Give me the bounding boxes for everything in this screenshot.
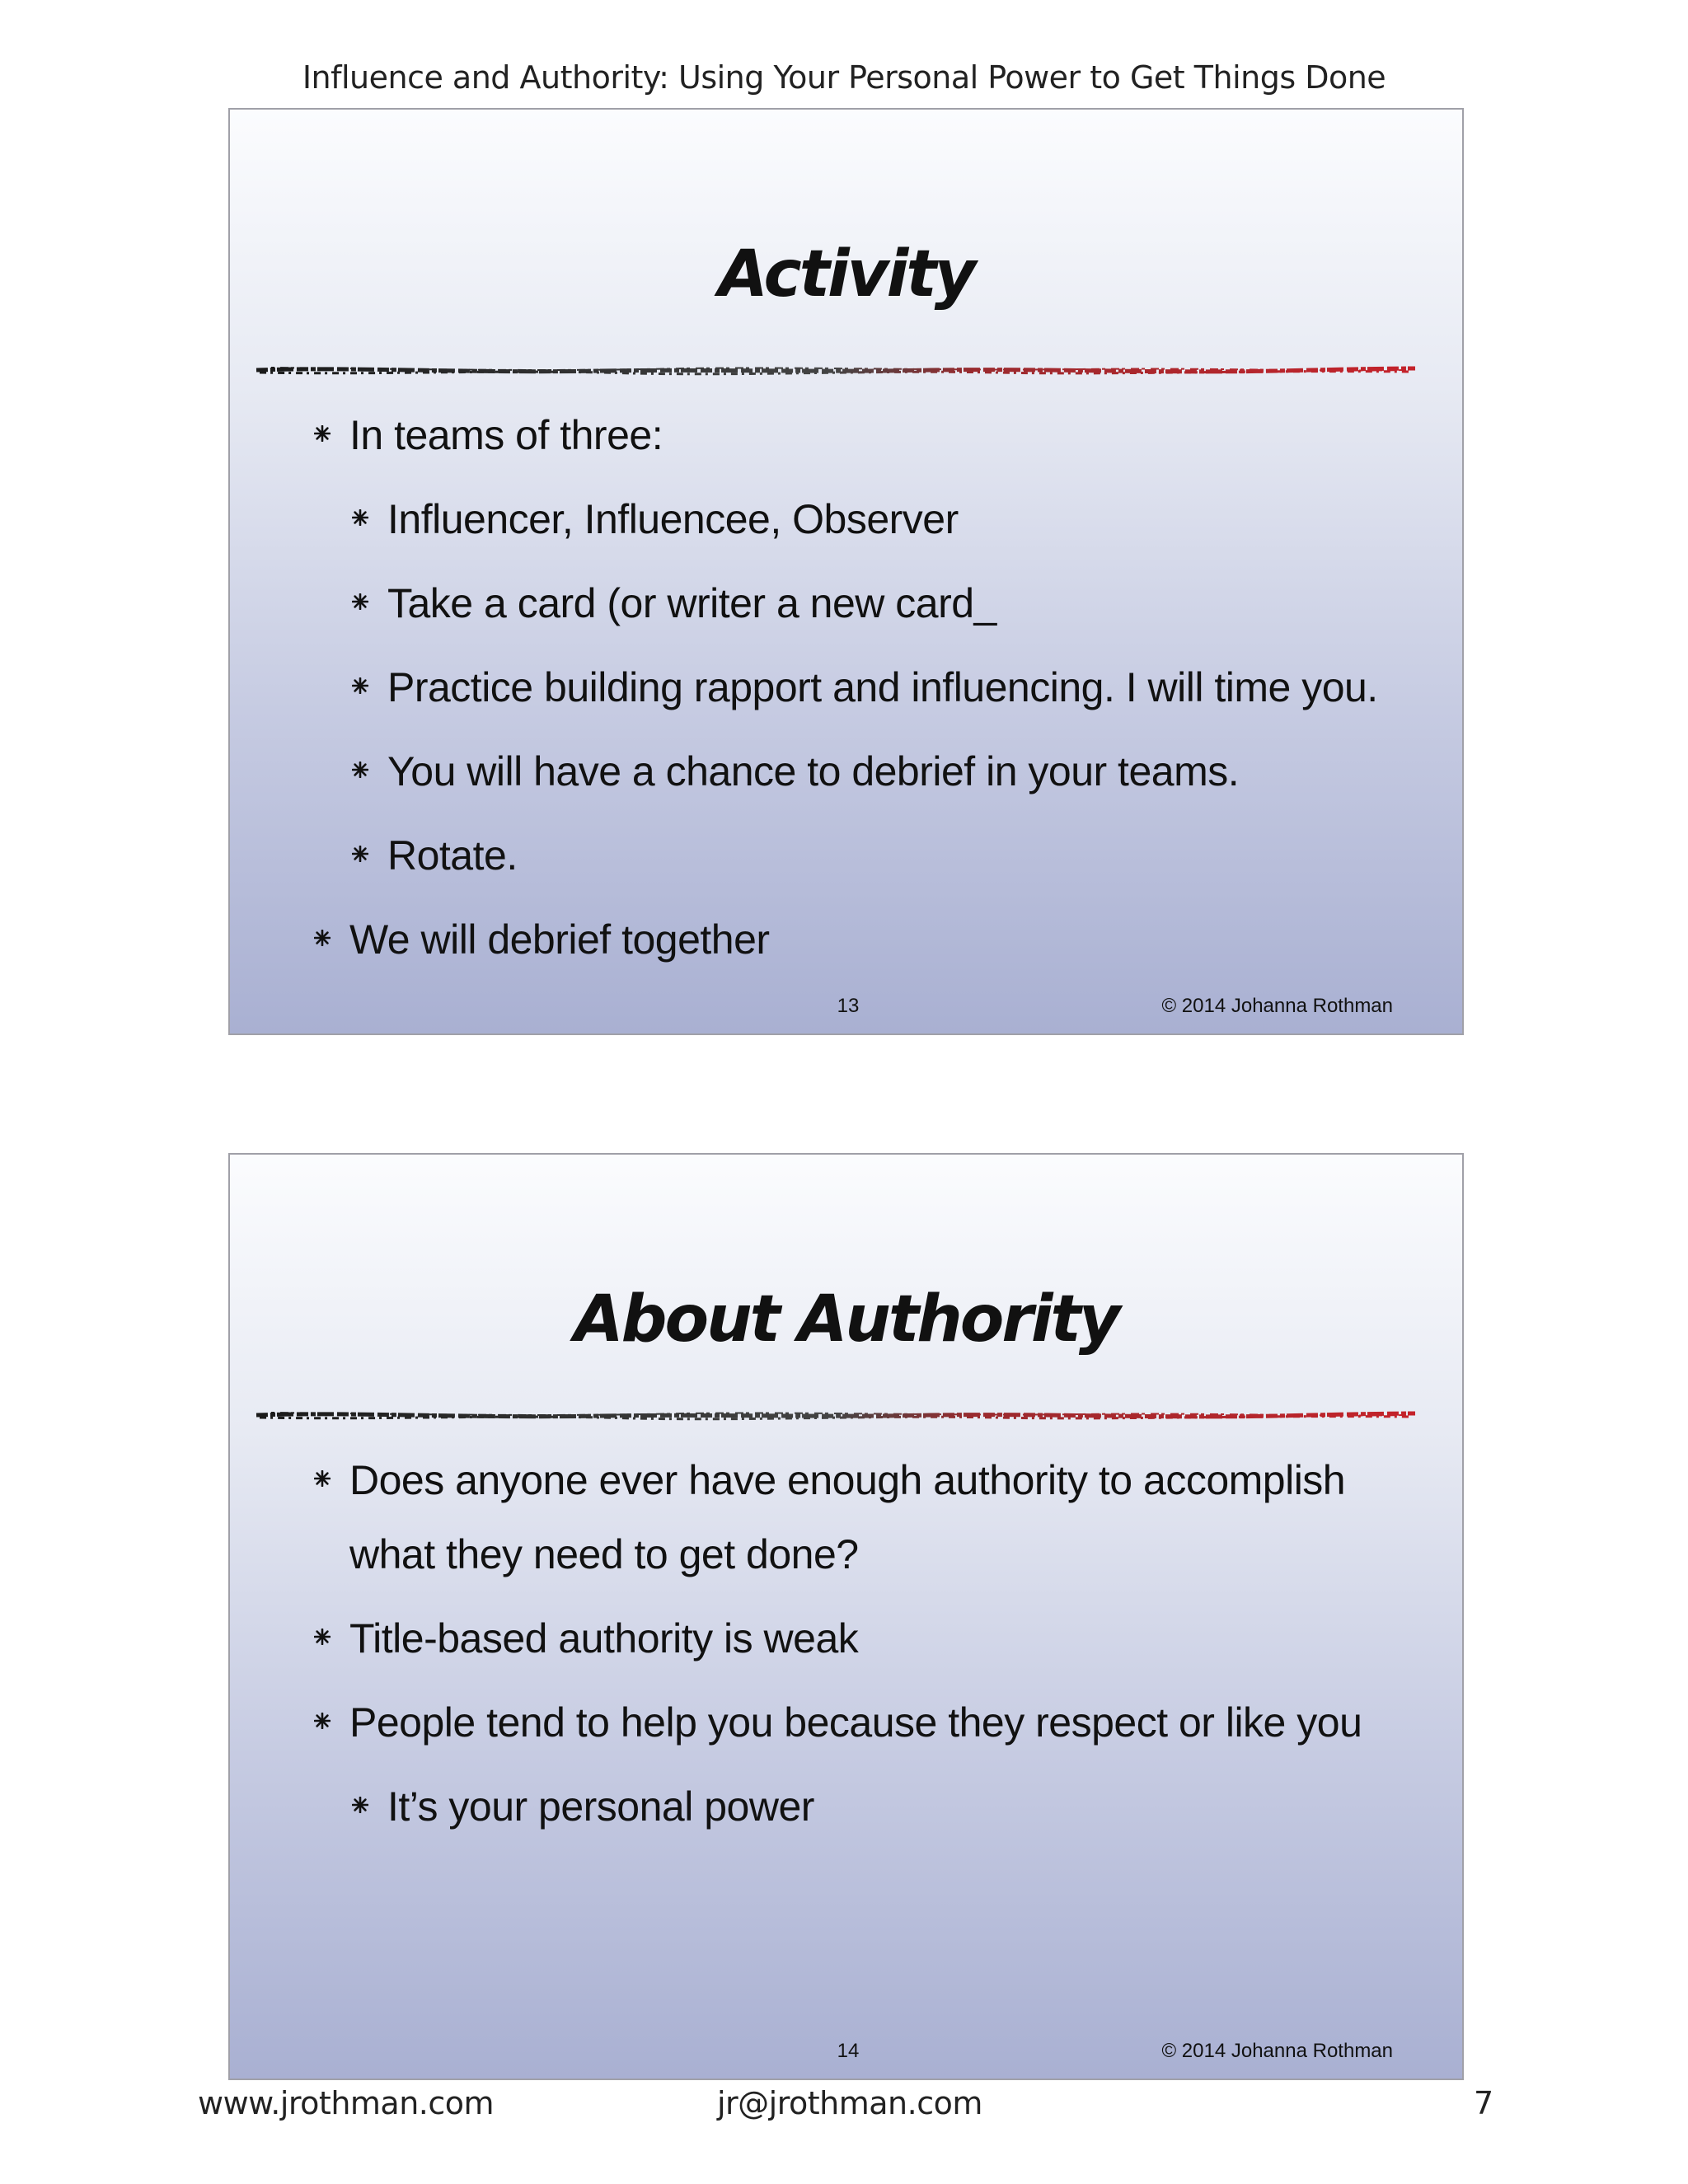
- list-item: [230, 482, 1462, 556]
- bullet-text: Does anyone ever have enough authority to accomplish what they need to get done?: [349, 1457, 1346, 1577]
- copyright-notice: © 2014 Johanna Rothman: [1161, 995, 1393, 1017]
- list-item: [230, 1443, 1462, 1591]
- bullet-text: Take a card (or writer a new card_: [387, 580, 996, 626]
- asterisk-bullet-icon: [314, 1713, 331, 1729]
- list-item: [230, 1685, 1462, 1760]
- asterisk-bullet-icon: [352, 762, 368, 778]
- footer-website: www.jrothman.com: [198, 2085, 495, 2121]
- bullet-text: It’s your personal power: [387, 1783, 814, 1830]
- bullet-text: Influencer, Influencee, Observer: [387, 496, 959, 542]
- asterisk-bullet-icon: [314, 1470, 331, 1487]
- copyright-notice: © 2014 Johanna Rothman: [1161, 2040, 1393, 2062]
- slide-number: 13: [837, 995, 860, 1017]
- bullet-text: Title-based authority is weak: [349, 1615, 859, 1661]
- brush-stroke-divider: [255, 362, 1417, 382]
- asterisk-bullet-icon: [314, 1629, 331, 1645]
- bullet-text: Practice building rapport and influencing. I will time you.: [387, 664, 1378, 710]
- footer-page-number: 7: [1474, 2085, 1493, 2121]
- asterisk-bullet-icon: [314, 930, 331, 946]
- slide-title: About Authority: [574, 1282, 1118, 1357]
- bullet-text: We will debrief together: [349, 916, 770, 963]
- page-header: Influence and Authority: Using Your Personal Power to Get Things Done: [302, 59, 1386, 96]
- brush-stroke-divider: [255, 1407, 1417, 1427]
- list-item: [230, 902, 1462, 977]
- list-item: [230, 650, 1462, 724]
- list-item: [230, 398, 1462, 472]
- bullet-text: People tend to help you because they respect or like you: [349, 1699, 1362, 1746]
- slide-activity: [228, 108, 1464, 1035]
- list-item: [230, 1601, 1462, 1675]
- asterisk-bullet-icon: [352, 509, 368, 526]
- list-item: [230, 818, 1462, 893]
- bullet-text: In teams of three:: [349, 412, 663, 458]
- footer-email: jr@jrothman.com: [717, 2085, 982, 2121]
- list-item: [230, 734, 1462, 808]
- asterisk-bullet-icon: [352, 677, 368, 694]
- slide-about-authority: [228, 1153, 1464, 2080]
- list-item: [230, 566, 1462, 640]
- slide-title: Activity: [718, 237, 974, 312]
- asterisk-bullet-icon: [314, 425, 331, 442]
- bullet-list: [230, 1443, 1462, 1854]
- list-item: [230, 1769, 1462, 1844]
- asterisk-bullet-icon: [352, 1797, 368, 1813]
- bullet-text: You will have a chance to debrief in your teams.: [387, 748, 1240, 794]
- asterisk-bullet-icon: [352, 846, 368, 862]
- bullet-text: Rotate.: [387, 832, 518, 879]
- slide-number: 14: [837, 2040, 860, 2062]
- asterisk-bullet-icon: [352, 593, 368, 610]
- bullet-list: [230, 398, 1462, 987]
